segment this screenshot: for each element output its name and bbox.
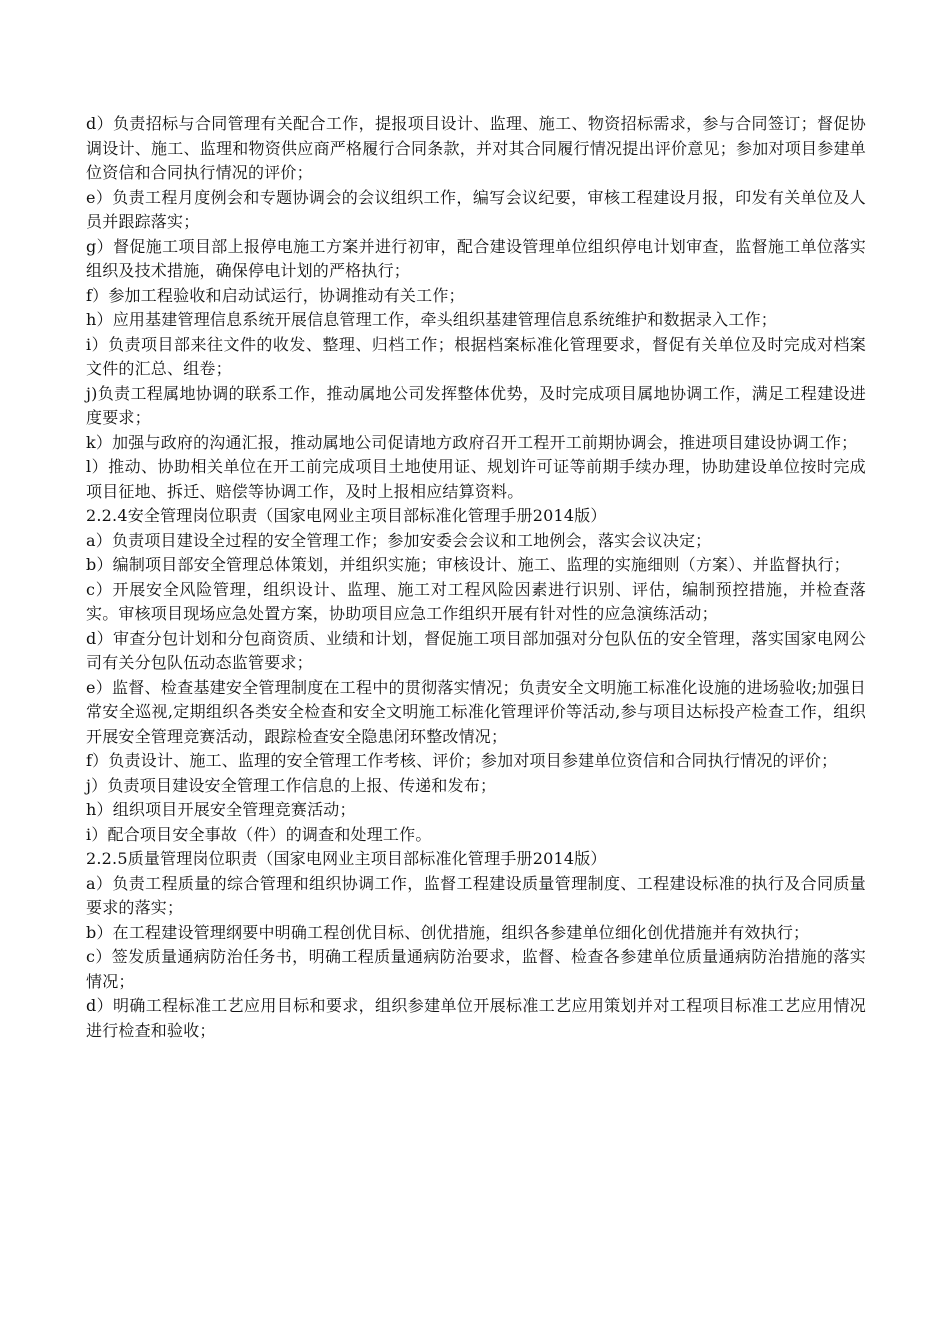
paragraph-f-evaluation: f）负责设计、施工、监理的安全管理工作考核、评价；参加对项目参建单位资信和合同执行情况的评价； — [86, 751, 838, 770]
document-page — [86, 112, 866, 1043]
paragraph-a-quality: a）负责工程质量的综合管理和组织协调工作，监督工程建设质量管理制度、工程建设标准的执行及合同质量要求的落实； — [86, 873, 866, 917]
paragraph-b-excellence: b）在工程建设管理纲要中明确工程创优目标、创优措施，组织各参建单位细化创优措施并有效执行； — [86, 922, 810, 942]
paragraph-e-meetings: e）负责工程月度例会和专题协调会的会议组织工作，编写会议纪要，审核工程建设月报，印发有关单位及人员并跟踪落实； — [86, 187, 866, 231]
paragraph-e-inspection: e）监督、检查基建安全管理制度在工程中的贯彻落实情况；负责安全文明施工标准化设施的进场验收;加强日常安全巡视,定期组织各类安全检查和安全文明施工标准化管理评价等活动,参与项目达标投产检查工作，组织开展安全管理竞赛活动，跟踪检查安全隐患闭环整改情况； — [86, 677, 866, 746]
paragraph-d-bidding: d）负责招标与合同管理有关配合工作，提报项目设计、监理、施工、物资招标需求，参与合同签订；督促协调设计、施工、监理和物资供应商严格履行合同条款，并对其合同履行情况提出评价意见；参加对项目参建单位资信和合同执行情况的评价； — [86, 114, 866, 182]
paragraph-i-archives: i）负责项目部来往文件的收发、整理、归档工作；根据档案标准化管理要求，督促有关单位及时完成对档案文件的汇总、组卷； — [86, 334, 866, 378]
paragraph-h-info-system: h）应用基建管理信息系统开展信息管理工作，牵头组织基建管理信息系统维护和数据录入工作； — [86, 310, 777, 329]
paragraph-k-government: k）加强与政府的沟通汇报，推动属地公司促请地方政府召开工程开工前期协调会，推进项目建设协调工作； — [86, 432, 858, 452]
paragraph-d-subcontract: d）审查分包计划和分包商资质、业绩和计划，督促施工项目部加强对分包队伍的安全管理，落实国家电网公司有关分包队伍动态监管要求； — [86, 628, 866, 672]
paragraph-f-acceptance: f）参加工程验收和启动试运行，协调推动有关工作； — [86, 285, 465, 305]
paragraph-h-competition: h）组织项目开展安全管理竞赛活动； — [86, 800, 356, 819]
section-heading-safety: 2.2.4安全管理岗位职责（国家电网业主项目部标准化管理手册2014版） — [86, 506, 607, 525]
paragraph-b-safety-plan: b）编制项目部安全管理总体策划，并组织实施；审核设计、施工、监理的实施细则（方案）、并监督执行； — [86, 555, 850, 574]
paragraph-g-outage: g）督促施工项目部上报停电施工方案并进行初审，配合建设管理单位组织停电计划审查，监督施工单位落实组织及技术措施，确保停电计划的严格执行； — [86, 236, 866, 280]
paragraph-d-standard-process: d）明确工程标准工艺应用目标和要求，组织参建单位开展标准工艺应用策划并对工程项目标准工艺应用情况进行检查和验收； — [86, 996, 866, 1040]
paragraph-j-reporting: j）负责项目建设安全管理工作信息的上报、传递和发布； — [86, 775, 497, 795]
section-heading-quality: 2.2.5质量管理岗位职责（国家电网业主项目部标准化管理手册2014版） — [86, 849, 607, 868]
paragraph-c-defects: c）签发质量通病防治任务书，明确工程质量通病防治要求，监督、检查各参建单位质量通病防治措施的落实情况； — [86, 947, 866, 991]
paragraph-a-safety: a）负责项目建设全过程的安全管理工作；参加安委会会议和工地例会，落实会议决定； — [86, 530, 712, 550]
paragraph-c-risk: c）开展安全风险管理，组织设计、监理、施工对工程风险因素进行识别、评估，编制预控措施，并检查落实。审核项目现场应急处置方案，协助项目应急工作组织开展有针对性的应急演练活动； — [86, 579, 866, 623]
paragraph-j-local-coordination: j)负责工程属地协调的联系工作，推动属地公司发挥整体优势，及时完成项目属地协调工作，满足工程建设进度要求； — [86, 383, 866, 427]
paragraph-i-accident: i）配合项目安全事故（件）的调查和处理工作。 — [86, 824, 432, 844]
paragraph-l-permits: l）推动、协助相关单位在开工前完成项目土地使用证、规划许可证等前期手续办理，协助建设单位按时完成项目征地、拆迁、赔偿等协调工作，及时上报相应结算资料。 — [86, 457, 866, 501]
